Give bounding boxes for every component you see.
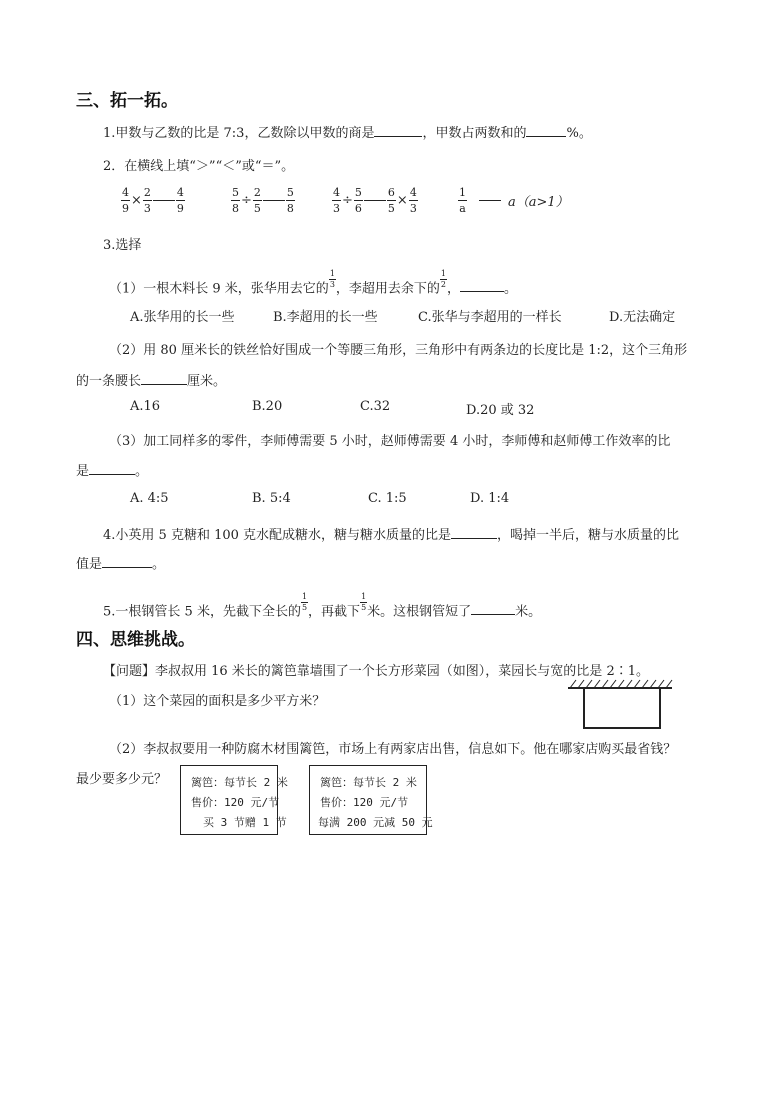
compare-blank[interactable]	[263, 200, 285, 201]
fraction: $\frac{4}{9}$	[122, 186, 129, 215]
option-c[interactable]: C.32	[360, 399, 391, 414]
answer-blank[interactable]	[102, 554, 152, 568]
option-c[interactable]: C.张华与李超用的一样长	[418, 310, 562, 325]
section-4-title: 四、思维挑战。	[76, 630, 195, 650]
fraction: $\frac{6}{5}$	[387, 186, 395, 215]
compare-blank[interactable]	[153, 200, 175, 201]
shop-b-box: 篱笆：每节长 2 米 售价：120 元/节 每满 200 元减 50 元	[309, 765, 427, 835]
fraction: $\frac{1}{a}$	[459, 186, 466, 215]
option-d[interactable]: D.无法确定	[609, 310, 676, 325]
option-a[interactable]: A. 4:5	[130, 491, 169, 506]
answer-blank[interactable]	[460, 278, 504, 292]
question-5: 5.一根钢管长 5 米，先截下全长的 $\frac{1}{5}$ ，再截下 $\frac{1}{5}$ 米。这根钢管短了 米。	[103, 592, 542, 620]
compare-expression-1: $\frac{4}{9}$ × $\frac{2}{3}$ $\frac{4}{9}$	[122, 186, 184, 215]
problem-part-2-cont: 最少要多少元？	[76, 772, 168, 787]
wall-hatching	[570, 680, 672, 688]
fraction: $\frac{1}{2}$	[440, 269, 447, 289]
fraction: $\frac{1}{5}$	[301, 592, 308, 612]
question-4-line-2: 值是 。	[76, 553, 165, 572]
question-3-title: 3.选择	[103, 238, 142, 253]
question-4-line-1: 4.小英用 5 克糖和 100 克水配成糖水，糖与糖水质量的比是 ，喝掉一半后，糖与水质量的比	[103, 524, 679, 543]
option-b[interactable]: B.李超用的长一些	[273, 310, 378, 325]
compare-expression-3: $\frac{4}{3}$ ÷ $\frac{5}{6}$ $\frac{6}{5}$ × $\frac{4}{3}$	[333, 186, 417, 215]
garden-diagram	[566, 676, 676, 734]
answer-blank[interactable]	[451, 525, 497, 539]
fraction: $\frac{4}{3}$	[333, 186, 340, 215]
problem-part-1: （1）这个菜园的面积是多少平方米？	[109, 694, 326, 709]
fraction: $\frac{4}{9}$	[176, 186, 184, 215]
fraction: $\frac{2}{5}$	[253, 186, 261, 215]
question-3-2-line-1: （2）用 80 厘米长的铁丝恰好围成一个等腰三角形，三角形中有两条边的长度比是 1:2，这个三角形	[109, 343, 688, 358]
question-3-3-line-1: （3）加工同样多的零件，李师傅需要 5 小时，赵师傅需要 4 小时，李师傅和赵师傅工作效率的比	[109, 434, 671, 449]
question-3-1: （1）一根木料长 9 米，张华用去它的 $\frac{1}{3}$ ，李超用去余下的 $\frac{1}{2}$ ， 。	[109, 269, 518, 297]
answer-blank[interactable]	[89, 461, 135, 475]
problem-part-2: （2）李叔叔要用一种防腐木材围篱笆，市场上有两家店出售，信息如下。他在哪家店购买最省钱？	[109, 742, 677, 757]
answer-blank[interactable]	[526, 123, 566, 137]
fraction: $\frac{1}{3}$	[329, 269, 335, 289]
problem-statement: 【问题】李叔叔用 16 米长的篱笆靠墙围了一个长方形菜园（如图），菜园长与宽的比是 2∶1。	[103, 664, 649, 679]
option-c[interactable]: C. 1:5	[368, 491, 407, 506]
fence-rectangle	[584, 688, 660, 728]
compare-expression-2: $\frac{5}{8}$ ÷ $\frac{2}{5}$ $\frac{5}{8}$	[232, 186, 294, 215]
option-b[interactable]: B. 5:4	[252, 491, 291, 506]
fraction: $\frac{5}{6}$	[354, 186, 362, 215]
question-3-2-line-2: 的一条腰长 厘米。	[76, 370, 226, 389]
shop-a-box: 篱笆：每节长 2 米 售价：120 元/节 买 3 节赠 1 节	[180, 765, 278, 835]
question-2: 2．在横线上填“＞”“＜”或“＝”。	[103, 159, 295, 174]
compare-expression-4: $\frac{1}{a}$ a（a>1）	[459, 186, 569, 215]
option-d[interactable]: D. 1:4	[470, 491, 510, 506]
option-d[interactable]: D.20 或 32	[466, 403, 535, 418]
fraction: $\frac{1}{5}$	[361, 592, 367, 612]
question-3-3-line-2: 是 。	[76, 460, 148, 479]
fraction: $\frac{2}{3}$	[143, 186, 151, 215]
answer-blank[interactable]	[141, 371, 187, 385]
question-1: 1.甲数与乙数的比是 7:3，乙数除以甲数的商是 ，甲数占两数和的 %。	[103, 122, 592, 141]
fraction: $\frac{5}{8}$	[286, 186, 294, 215]
compare-blank[interactable]	[479, 200, 501, 201]
answer-blank[interactable]	[374, 123, 422, 137]
fraction: $\frac{5}{8}$	[232, 186, 239, 215]
fraction: $\frac{4}{3}$	[409, 186, 417, 215]
section-3-title: 三、拓一拓。	[76, 91, 178, 111]
compare-blank[interactable]	[364, 200, 386, 201]
option-a[interactable]: A.张华用的长一些	[130, 310, 235, 325]
answer-blank[interactable]	[471, 601, 515, 615]
option-b[interactable]: B.20	[252, 399, 283, 414]
option-a[interactable]: A.16	[130, 399, 161, 414]
